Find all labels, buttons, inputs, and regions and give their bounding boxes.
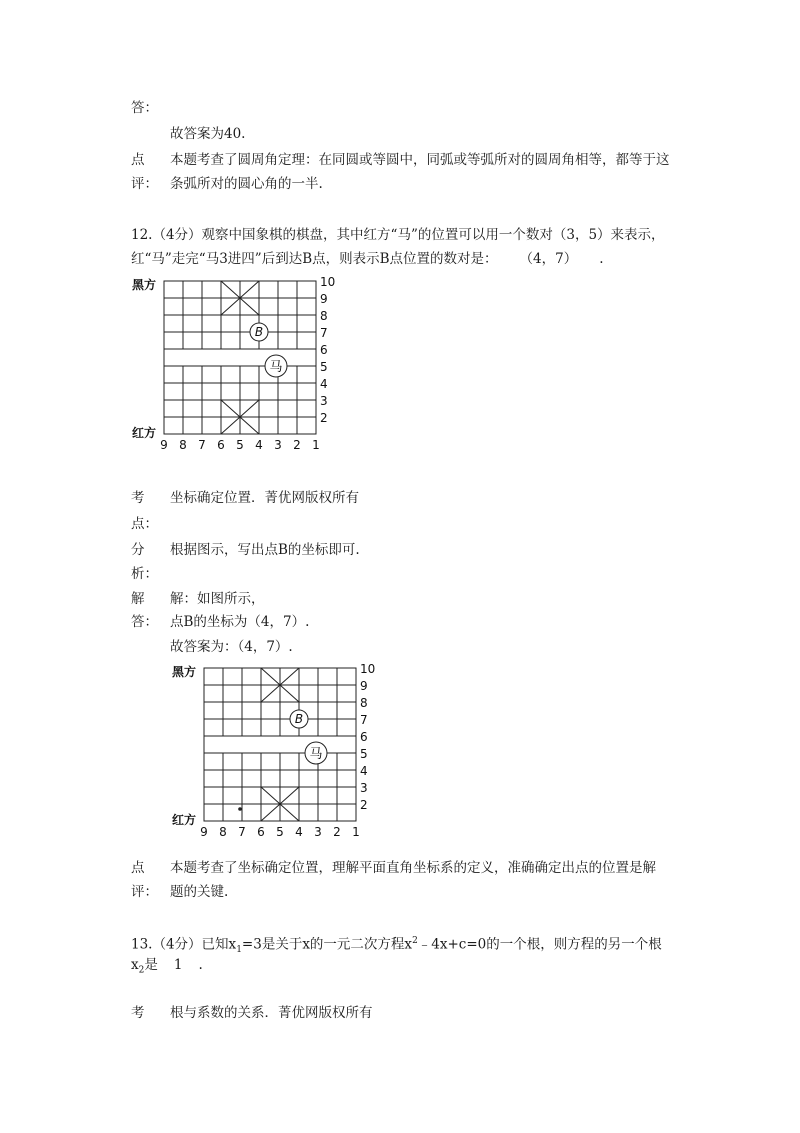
q13-answer-end: . [198, 957, 203, 973]
q13-line-1-b: =3是关于x的一元二次方程x [241, 936, 413, 953]
answer-label: 答： [131, 100, 158, 116]
row-label-8: 8 [320, 309, 328, 323]
col-label-5: 5 [276, 825, 284, 839]
chess-board-figure-1 [128, 273, 338, 453]
red-side-label: 红方 [172, 813, 197, 827]
q12-answer-end: . [599, 251, 604, 267]
horse-piece-label: 马 [309, 747, 323, 762]
col-label-1: 1 [312, 438, 320, 452]
col-label-4: 4 [255, 438, 263, 452]
col-label-4: 4 [295, 825, 303, 839]
q13-sub-1: 1 [236, 945, 242, 956]
q12-line-2 [131, 250, 604, 268]
col-label-8: 8 [179, 438, 187, 452]
row-label-8: 8 [360, 696, 368, 710]
red-side-label: 红方 [132, 426, 157, 440]
q13-kaodian-text: 根与系数的关系．菁优网版权所有 [170, 1005, 373, 1021]
row-label-10: 10 [360, 662, 376, 676]
answer-text: 故答案为40. [170, 126, 246, 142]
q13-sub-2: 2 [138, 965, 145, 976]
fenxi-label-1: 分 [131, 542, 145, 558]
bottom-axis-labels [160, 438, 320, 452]
q12-line-2-text: 红“马”走完“马3进四”后到达B点，则表示B点位置的数对是： [131, 251, 498, 267]
row-label-2: 2 [360, 798, 368, 812]
point-b-label: B [294, 712, 304, 726]
q13-kaodian-label-1: 考 [131, 1005, 145, 1021]
kaodian-label-2: 点： [131, 516, 158, 532]
black-side-label: 黑方 [172, 665, 197, 679]
col-label-5: 5 [236, 438, 244, 452]
col-label-7: 7 [238, 825, 246, 839]
col-label-1: 1 [352, 825, 360, 839]
col-label-8: 8 [219, 825, 227, 839]
dianping-line-1: 本题考查了坐标确定位置，理解平面直角坐标系的定义，准确确定出点的位置是解 [170, 860, 656, 876]
q12-line-1: 12.（4分）观察中国象棋的棋盘，其中红方“马”的位置可以用一个数对（3，5）来表示， [131, 227, 665, 243]
q12-answer: （4，7） [519, 251, 578, 267]
row-label-4: 4 [320, 377, 328, 391]
dianping-label-2: 评： [131, 884, 158, 900]
comment-line-1: 本题考查了圆周角定理：在同圆或等圆中，同弧或等弧所对的圆周角相等，都等于这 [170, 152, 670, 168]
board-grid [164, 281, 316, 434]
col-label-3: 3 [274, 438, 282, 452]
row-label-4: 4 [360, 764, 368, 778]
q13-line-1-c: ﹣4x+c=0的一个根，则方程的另一个根 [417, 936, 662, 953]
row-label-10: 10 [320, 275, 336, 289]
col-label-7: 7 [198, 438, 206, 452]
row-label-6: 6 [320, 343, 328, 357]
point-b-label: B [254, 325, 264, 339]
col-label-9: 9 [200, 825, 208, 839]
fenxi-label-2: 析： [131, 566, 158, 582]
jieda-line-2: 点B的坐标为（4，7）. [170, 614, 310, 630]
fenxi-text: 根据图示，写出点B的坐标即可. [170, 542, 360, 558]
black-side-label: 黑方 [132, 278, 157, 292]
row-label-9: 9 [320, 292, 328, 306]
col-label-6: 6 [217, 438, 225, 452]
row-label-5: 5 [360, 747, 368, 761]
horse-piece-label: 马 [269, 360, 283, 375]
q13-line-2-a: x [131, 957, 139, 973]
row-label-5: 5 [320, 360, 328, 374]
q13-line-2 [131, 956, 203, 980]
q13-line-2-b: 是 [144, 957, 158, 973]
row-label-7: 7 [360, 713, 368, 727]
q13-sup-2: 2 [412, 936, 418, 946]
dianping-line-2: 题的关键. [170, 884, 229, 900]
jieda-label-1: 解 [131, 591, 145, 607]
board-grid [204, 668, 356, 821]
col-label-2: 2 [333, 825, 341, 839]
col-label-2: 2 [293, 438, 301, 452]
row-label-2: 2 [320, 411, 328, 425]
q13-line-1-a: 13.（4分）已知x [131, 936, 237, 953]
dianping-label-1: 点 [131, 860, 145, 876]
board-dot [238, 807, 242, 811]
row-label-6: 6 [360, 730, 368, 744]
row-label-9: 9 [360, 679, 368, 693]
jieda-line-3: 故答案为：（4，7）. [170, 639, 293, 655]
col-label-6: 6 [257, 825, 265, 839]
chess-board-figure-2 [168, 660, 378, 840]
right-axis-labels [360, 662, 375, 812]
col-label-3: 3 [314, 825, 322, 839]
col-label-9: 9 [160, 438, 168, 452]
row-label-7: 7 [320, 326, 328, 340]
right-axis-labels [320, 275, 335, 425]
chess-board-svg [168, 660, 378, 840]
jieda-label-2: 答： [131, 614, 158, 630]
comment-label-2: 评： [131, 176, 158, 192]
comment-line-2: 条弧所对的圆心角的一半. [170, 176, 323, 192]
chess-board-svg [128, 273, 338, 453]
q13-answer: 1 [173, 957, 183, 973]
bottom-axis-labels [200, 825, 360, 839]
kaodian-label-1: 考 [131, 490, 145, 506]
q13-line-1 [131, 932, 662, 959]
row-label-3: 3 [360, 781, 368, 795]
row-label-3: 3 [320, 394, 328, 408]
jieda-line-1: 解：如图所示， [170, 591, 265, 607]
kaodian-text: 坐标确定位置．菁优网版权所有 [170, 490, 359, 506]
comment-label-1: 点 [131, 152, 145, 168]
